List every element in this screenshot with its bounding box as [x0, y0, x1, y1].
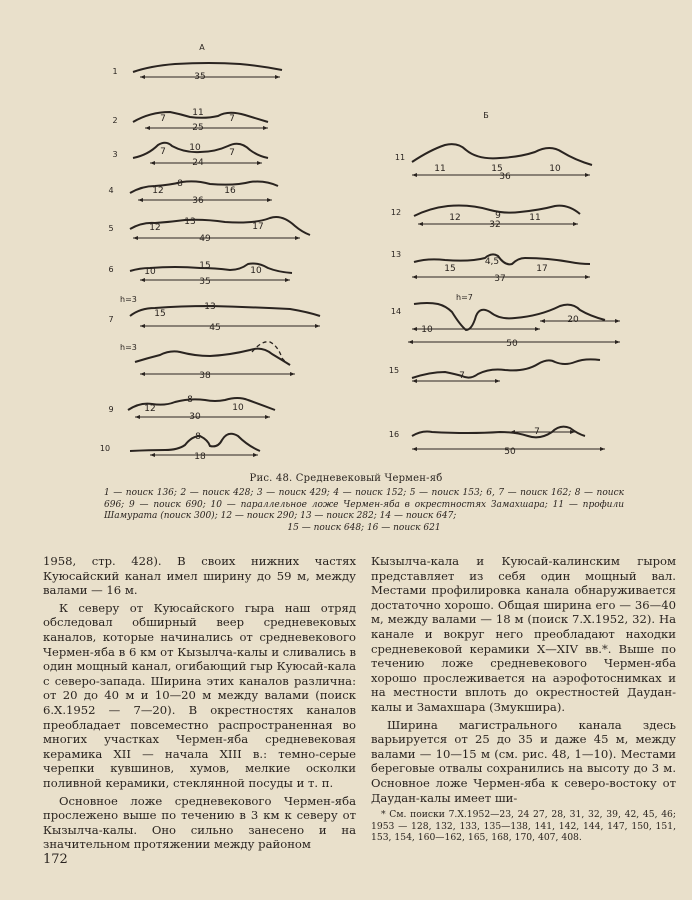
- dimension-arrow-head-left: [150, 161, 155, 165]
- dimension-value: 8: [195, 432, 201, 442]
- profile-number-10: 10: [99, 444, 111, 453]
- dimension-arrow-head-left: [412, 275, 417, 279]
- dimension-arrow-head-right: [573, 222, 578, 226]
- dimension-value: 17: [536, 264, 548, 274]
- dimension-value: 7: [160, 147, 166, 157]
- dimension-arrow-head-left: [150, 453, 155, 457]
- dimension-arrow-head-left: [540, 319, 545, 323]
- dimension-value: 8: [177, 179, 183, 189]
- dimension-arrow-head-right: [257, 161, 262, 165]
- profile-curve: [133, 63, 282, 72]
- paragraph: Ширина магистрального канала здесь варьируется от 25 до 35 и даже 45 м, между валами — 10—15 м (см. рис. 48, 1—10). Местами береговые отвалы сохранились на высоту до 3 м. Основное ложе Чермен-яба к северо-востоку от Даудан-калы имеет ши-: [371, 717, 676, 805]
- dimension-value: 38: [199, 371, 211, 381]
- profile-number-12: 12: [390, 208, 402, 217]
- dimension-value: 11: [529, 213, 541, 223]
- right-text-column: [371, 554, 676, 843]
- profile-number-16: 16: [388, 430, 400, 439]
- dimension-value: 15: [154, 309, 166, 319]
- dimension-arrow-head-right: [535, 327, 540, 331]
- dimension-value: 17: [252, 222, 264, 232]
- profile-height-label: h=3: [120, 343, 137, 352]
- profile-curve: [414, 254, 590, 264]
- profile-number-3: 3: [112, 150, 118, 159]
- dimension-arrow-head-left: [145, 126, 150, 130]
- paragraph: Кызылча-кала и Куюсай-калинским гыром представляет из себя один мощный вал. Местами профилировка канала обнаруживается достаточно хорошо. Общая ширина его — 36—40 м, между валами — 18 м (поиск 7.X.1952, 32). На канале и вокруг него преобладают находки средневековой керамики X—XIV вв.*. Выше по течению ложе средневекового Чермен-яба хорошо прослеживается на аэрофотоснимках и на местности вплоть до окрестностей Даудан-калы и Замахшара (Змукшира).: [371, 554, 676, 714]
- caption-legend-line-2: 15 — поиск 648; 16 — поиск 621: [287, 522, 441, 533]
- dimension-value: 15: [444, 264, 456, 274]
- dimension-arrow-head-right: [585, 275, 590, 279]
- profile-number-7: 7: [108, 315, 114, 324]
- dimension-arrow-head-right: [263, 126, 268, 130]
- dimension-value: 7: [229, 114, 235, 124]
- dimension-arrow-head-left: [140, 324, 145, 328]
- dimension-value: 10: [250, 266, 262, 276]
- profile-height-label: h=7: [456, 293, 473, 302]
- dimension-value: 36: [499, 172, 511, 182]
- dimension-value: 13: [204, 302, 216, 312]
- dimension-arrow-head-left: [412, 327, 417, 331]
- dimension-value: 7: [459, 371, 465, 381]
- dimension-value: 15: [491, 164, 503, 174]
- paragraph: Основное ложе средневекового Чермен-яба прослежено выше по течению в 3 км к северу от Кызылча-калы. Оно сильно занесено и на значительном протяжении между районом: [43, 793, 356, 852]
- dimension-value: 35: [194, 72, 206, 82]
- dimension-arrow-head-right: [495, 379, 500, 383]
- dimension-arrow-head-right: [285, 278, 290, 282]
- profile-curve: [412, 144, 592, 165]
- caption-legend-line-1: 1 — поиск 136; 2 — поиск 428; 3 — поиск 429; 4 — поиск 152; 5 — поиск 153; 6, 7 — поиск 162; 8 — поиск 696; 9 — поиск 690; 10 — параллельное ложе Чермен-яба в окрестностях Замахшара; 11 — профили Шамурата (поиск 300); 12 — поиск 290; 13 — поиск 282; 14 — поиск 647;: [104, 488, 624, 521]
- dimension-value: 32: [489, 220, 501, 230]
- dimension-value: 35: [199, 277, 211, 287]
- dimension-arrow-head-right: [315, 324, 320, 328]
- dimension-value: 12: [152, 186, 164, 196]
- dimension-value: 10: [232, 403, 244, 413]
- dimension-arrow-head-right: [585, 173, 590, 177]
- dimension-value: 30: [189, 412, 201, 422]
- dimension-arrow-head-right: [275, 75, 280, 79]
- paragraph: К северу от Куюсайского гыра наш отряд обследовал обширный веер средневековых каналов, которые начинались от средневекового Чермен-яба в 6 км от Кызылча-калы и сливались в один мощный канал, огибающий гыр Куюсай-кала с северо-запада. Ширина этих каналов различна: от 20 до 40 м и 10—20 м между валами (поиск 6.X.1952 — 7—20). В окрестностях каналов преобладает повсеместно распространенная во многих участках Чермен-яба средневековая керамика XII — начала XIII в.: темно-серые черепки кувшинов, хумов, мелкие осколки поливной керамики, стеклянной посуды и т. п.: [43, 600, 356, 790]
- figure-caption-legend: [104, 488, 624, 534]
- dimension-value: 10: [189, 143, 201, 153]
- dimension-arrow-head-left: [140, 278, 145, 282]
- group-a-label: А: [199, 43, 205, 52]
- dimension-arrow-head-left: [135, 415, 140, 419]
- profile-number-11: 11: [394, 153, 406, 162]
- profile-number-13: 13: [390, 250, 402, 259]
- profile-number-5: 5: [108, 224, 114, 233]
- dimension-value: 50: [506, 339, 518, 349]
- profile-number-9: 9: [108, 405, 114, 414]
- profile-number-2: 2: [112, 116, 118, 125]
- dimension-arrow-head-right: [615, 319, 620, 323]
- footnote: * См. поиски 7.X.1952—23, 24 27, 28, 31, 32, 39, 42, 45, 46; 1953 — 128, 132, 133, 135—138, 141, 142, 144, 147, 150, 151, 153, 154, 160—162, 165, 168, 170, 407, 408.: [371, 809, 676, 843]
- dimension-arrow-head-right: [615, 340, 620, 344]
- dimension-value: 49: [199, 234, 211, 244]
- dimension-value: 13: [184, 217, 196, 227]
- dimension-value: 7: [534, 427, 540, 437]
- dimension-value: 9: [495, 211, 501, 221]
- dimension-value: 11: [434, 164, 446, 174]
- dimension-arrow-head-left: [412, 447, 417, 451]
- profile-number-6: 6: [108, 265, 114, 274]
- profile-number-4: 4: [108, 186, 114, 195]
- dimension-arrow-head-right: [265, 415, 270, 419]
- dimension-value: 12: [144, 404, 156, 414]
- dimension-value: 8: [187, 395, 193, 405]
- profile-number-14: 14: [390, 307, 402, 316]
- dimension-arrow-head-left: [133, 236, 138, 240]
- dimension-arrow-head-left: [412, 173, 417, 177]
- page-number: 172: [43, 852, 68, 867]
- paragraph: 1958, стр. 428). В своих нижних частях Куюсайский канал имел ширину до 59 м, между валами — 16 м.: [43, 554, 356, 598]
- dimension-value: 10: [144, 267, 156, 277]
- dimension-value: 4,5: [484, 257, 500, 267]
- dimension-value: 18: [194, 452, 206, 462]
- dimension-value: 50: [504, 447, 516, 457]
- dimension-value: 7: [160, 114, 166, 124]
- dimension-arrow-head-right: [290, 372, 295, 376]
- dimension-value: 10: [549, 164, 561, 174]
- figure-caption-title: Рис. 48. Средневековый Чермен-яб: [249, 473, 443, 484]
- dimension-arrow-head-right: [295, 236, 300, 240]
- dimension-arrow-head-right: [267, 198, 272, 202]
- dimension-value: 10: [421, 325, 433, 335]
- dimension-value: 12: [149, 223, 161, 233]
- dimension-arrow-head-right: [253, 453, 258, 457]
- dimension-value: 16: [224, 186, 236, 196]
- dimension-arrow-head-left: [408, 340, 413, 344]
- dimension-value: 12: [449, 213, 461, 223]
- profile-height-label: h=3: [120, 295, 137, 304]
- dimension-arrow-head-left: [418, 222, 423, 226]
- profile-curve: [412, 359, 600, 378]
- dimension-value: 15: [199, 261, 211, 271]
- dimension-value: 11: [192, 108, 204, 118]
- dimension-value: 24: [192, 158, 204, 168]
- dimension-value: 7: [229, 148, 235, 158]
- dimension-value: 45: [209, 323, 221, 333]
- dimension-arrow-head-right: [600, 447, 605, 451]
- profile-number-15: 15: [388, 366, 400, 375]
- dimension-value: 37: [494, 274, 506, 284]
- dimension-arrow-head-left: [140, 372, 145, 376]
- dimension-arrow-head-left: [138, 198, 143, 202]
- group-b-label: Б: [483, 111, 489, 120]
- dimension-arrow-head-left: [412, 379, 417, 383]
- dimension-arrow-head-left: [140, 75, 145, 79]
- dimension-value: 36: [192, 196, 204, 206]
- profile-curve: [135, 349, 290, 365]
- dimension-value: 25: [192, 123, 204, 133]
- dimension-value: 20: [567, 315, 579, 325]
- profile-number-1: 1: [112, 67, 118, 76]
- left-text-column: [43, 554, 356, 852]
